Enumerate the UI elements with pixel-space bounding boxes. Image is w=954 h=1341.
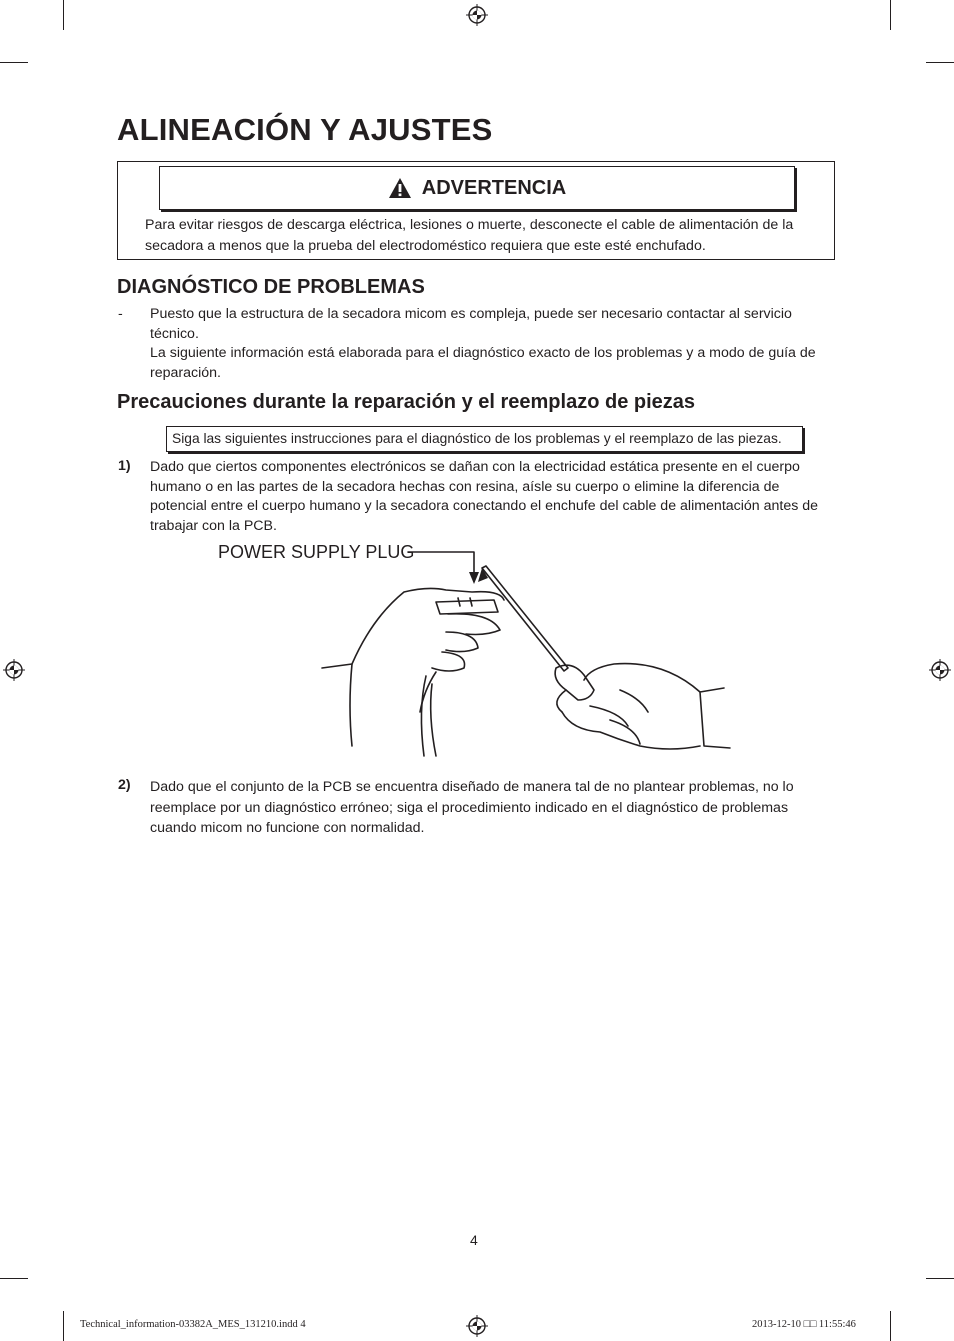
warning-triangle-icon [388, 177, 412, 199]
registration-mark-icon [929, 659, 951, 681]
footer-file-name: Technical_information-03382A_MES_131210.indd 4 [80, 1319, 306, 1330]
figure-label: POWER SUPPLY PLUG [218, 542, 415, 562]
registration-mark-icon [3, 659, 25, 681]
warning-heading-box [159, 166, 795, 210]
item-number-2: 2) [118, 777, 131, 793]
power-plug-grounding-illustration [300, 545, 740, 765]
crop-mark [63, 0, 64, 30]
item-text-1: Dado que ciertos componentes electrónicos se dañan con la electricidad estática presente en el cuerpo humano o en las partes de la secadora hechas con resina, aísle su cuerpo o elimine la diferencia de potencial entre el cuerpo humano y la secadora conectando el enchufe del cable de alimentación antes de trabajar con la PCB. [150, 459, 819, 534]
warning-text: Para evitar riesgos de descarga eléctrica, lesiones o muerte, desconecte el cable de alimentación de la secadora a menos que la prueba del electrodoméstico requiera que este esté enchufado. [145, 217, 794, 254]
instruction-note: Siga las siguientes instrucciones para el diagnóstico de los problemas y el reemplazo de las piezas. [166, 426, 803, 452]
section-heading-precautions: Precauciones durante la reparación y el reemplazo de piezas [117, 391, 696, 413]
diagnosis-text-2: La siguiente información está elaborada para el diagnóstico exacto de los problemas y a modo de guía de reparación. [150, 345, 816, 381]
item-text-2: Dado que el conjunto de la PCB se encuentra diseñado de manera tal de no plantear problemas, no lo reemplace por un diagnóstico erróneo; siga el procedimiento indicado en el diagnóstico de problemas cuando micom no funcione con normalidad. [150, 779, 794, 836]
crop-mark [926, 62, 954, 63]
registration-mark-icon [466, 4, 488, 26]
diagnosis-text-1: Puesto que la estructura de la secadora micom es compleja, puede ser necesario contactar al servicio técnico. [150, 306, 792, 342]
crop-mark [0, 62, 28, 63]
page-title: ALINEACIÓN Y AJUSTES [117, 112, 493, 147]
crop-mark [63, 1311, 64, 1341]
page-number: 4 [470, 1232, 478, 1248]
section-heading-diagnosis: DIAGNÓSTICO DE PROBLEMAS [117, 276, 425, 298]
footer-timestamp: 2013-12-10 □□ 11:55:46 [752, 1319, 856, 1330]
crop-mark [890, 1311, 891, 1341]
crop-mark [0, 1278, 28, 1279]
crop-mark [926, 1278, 954, 1279]
item-number-1: 1) [118, 458, 131, 474]
crop-mark [890, 0, 891, 30]
warning-heading: ADVERTENCIA [421, 176, 567, 199]
bullet-dash: - [118, 306, 123, 322]
registration-mark-icon [466, 1315, 488, 1337]
